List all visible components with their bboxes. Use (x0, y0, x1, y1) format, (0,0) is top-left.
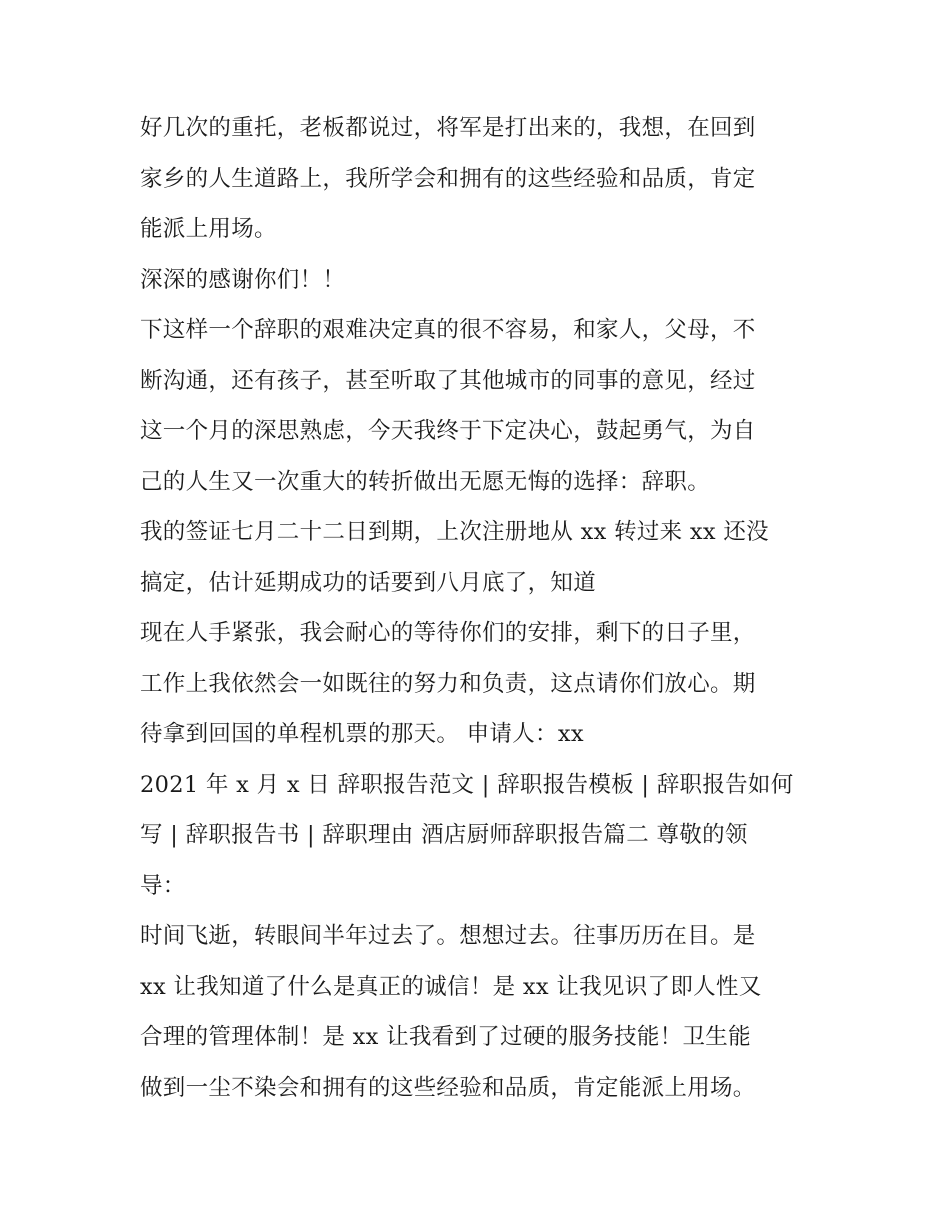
text-line: 导： (140, 872, 186, 899)
text-line: 时间飞逝，转眼间半年过去了。想想过去。往事历历在目。是 (140, 923, 756, 949)
text-line: 工作上我依然会一如既往的努力和负责，这点请你们放心。期 (140, 670, 756, 697)
text-line: 现在人手紧张，我会耐心的等待你们的安排，剩下的日子里， (140, 620, 756, 646)
text-line: 深深的感谢你们！！ (140, 266, 346, 293)
text-line: 这一个月的深思熟虑，今天我终于下定决心，鼓起勇气，为自 (140, 418, 756, 444)
document-body (140, 103, 830, 1113)
text-line: 搞定，估计延期成功的话要到八月底了，知道 (140, 569, 597, 596)
text-line: xx 让我知道了什么是真正的诚信！是 xx 让我见识了即人性又 (140, 973, 762, 1000)
text-line: 能派上用场。 (140, 216, 277, 242)
text-line: 我的签证七月二十二日到期，上次注册地从 xx 转过来 xx 还没 (140, 519, 769, 545)
text-line: 己的人生又一次重大的转折做出无愿无悔的选择：辞职。 (140, 468, 711, 495)
text-line: 断沟通，还有孩子，甚至听取了其他城市的同事的意见，经过 (140, 367, 756, 394)
text-line: 待拿到回国的单程机票的那天。 申请人：xx (140, 721, 584, 747)
text-line: 下这样一个辞职的艰难决定真的很不容易，和家人，父母，不 (140, 317, 756, 343)
text-line: 好几次的重托，老板都说过，将军是打出来的，我想，在回到 (140, 115, 756, 141)
text-line: 合理的管理体制！是 xx 让我看到了过硬的服务技能！卫生能 (140, 1024, 751, 1050)
text-line: 2021 年 x 月 x 日 辞职报告范文 | 辞职报告模板 | 辞职报告如何 (140, 771, 794, 798)
text-line: 做到一尘不染会和拥有的这些经验和品质，肯定能派上用场。 (140, 1074, 756, 1101)
text-line: 家乡的人生道路上，我所学会和拥有的这些经验和品质，肯定 (140, 165, 756, 192)
text-line: 写 | 辞职报告书 | 辞职理由 酒店厨师辞职报告篇二 尊敬的领 (140, 822, 748, 848)
